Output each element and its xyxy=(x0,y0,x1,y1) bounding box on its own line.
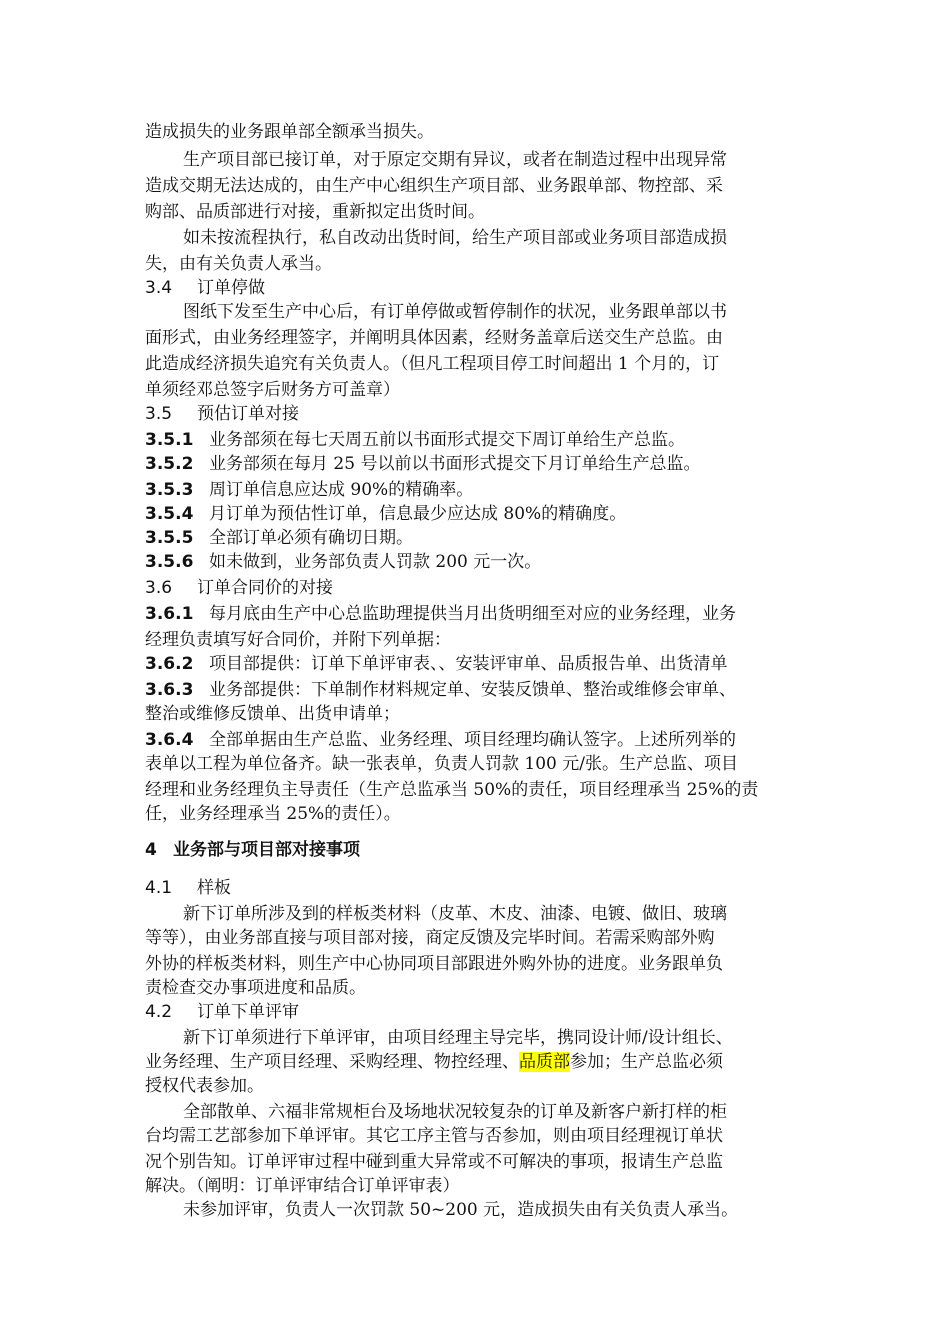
text-line: 单须经邓总签字后财务方可盖章） xyxy=(145,380,400,400)
text-line: 未参加评审，负责人一次罚款 50~200 元，造成损失由有关负责人承当。 xyxy=(183,1200,739,1220)
numbered-item xyxy=(145,728,736,752)
numbered-item xyxy=(145,478,473,502)
text-line: 经理负责填写好合同价，并附下列单据： xyxy=(145,630,451,650)
text-line: 造成损失的业务跟单部全额承当损失。 xyxy=(145,122,434,142)
text-line xyxy=(145,1050,723,1074)
section-title: 预估订单对接 xyxy=(197,404,299,424)
text-line: 授权代表参加。 xyxy=(145,1076,264,1096)
numbered-item xyxy=(145,550,541,574)
text-line: 等等），由业务部直接与项目部对接，商定反馈及完毕时间。若需采购部外购 xyxy=(145,928,715,948)
section-number: 3.5 xyxy=(145,404,173,424)
item-text: 全部单据由生产总监、业务经理、项目经理均确认签字。上述所列举的 xyxy=(209,730,736,750)
numbered-item xyxy=(145,678,736,702)
section-number: 3.4 xyxy=(145,278,173,298)
item-number: 3.5.4 xyxy=(145,504,194,524)
item-number: 3.6.1 xyxy=(145,604,194,624)
text-line: 任，业务经理承当 25%的责任）。 xyxy=(145,804,401,824)
text-line: 面形式，由业务经理签字，并阐明具体因素，经财务盖章后送交生产总监。由 xyxy=(145,328,723,348)
numbered-item xyxy=(145,526,413,550)
item-number: 3.5.2 xyxy=(145,454,194,474)
text-line: 外协的样板类材料，则生产中心协同项目部跟进外购外协的进度。业务跟单负 xyxy=(145,954,723,974)
section-number: 4.2 xyxy=(145,1002,173,1022)
chapter-number: 4 xyxy=(145,840,157,860)
item-text: 业务部提供：下单制作材料规定单、安装反馈单、整治或维修会审单、 xyxy=(209,680,736,700)
text-line: 新下订单须进行下单评审，由项目经理主导完毕，携同设计师/设计组长、 xyxy=(183,1028,733,1048)
highlighted-text: 品质部 xyxy=(519,1052,570,1072)
text-line: 责检查交办事项进度和品质。 xyxy=(145,978,366,998)
text-line: 生产项目部已接订单，对于原定交期有异议，或者在制造过程中出现异常 xyxy=(183,150,727,170)
item-text: 业务部须在每七天周五前以书面形式提交下周订单给生产总监。 xyxy=(209,430,685,450)
text-line: 台均需工艺部参加下单评审。其它工序主管与否参加，则由项目经理视订单状 xyxy=(145,1126,723,1146)
section-heading xyxy=(145,576,333,600)
text-line: 购部、品质部进行对接，重新拟定出货时间。 xyxy=(145,202,485,222)
numbered-item xyxy=(145,652,728,676)
section-heading xyxy=(145,402,299,426)
numbered-item xyxy=(145,452,700,476)
numbered-item xyxy=(145,602,736,626)
item-number: 3.6.3 xyxy=(145,680,194,700)
text-line: 图纸下发至生产中心后，有订单停做或暂停制作的状况，业务跟单部以书 xyxy=(183,302,727,322)
item-text: 项目部提供：订单下单评审表、、安装评审单、品质报告单、出货清单 xyxy=(209,654,728,674)
text-line: 况个别告知。订单评审过程中碰到重大异常或不可解决的事项，报请生产总监 xyxy=(145,1152,723,1172)
section-title: 订单停做 xyxy=(197,278,265,298)
numbered-item xyxy=(145,428,685,452)
item-number: 3.5.6 xyxy=(145,552,194,572)
text-line: 新下订单所涉及到的样板类材料（皮革、木皮、油漆、电镀、做旧、玻璃 xyxy=(183,904,727,924)
section-heading xyxy=(145,876,231,900)
section-heading xyxy=(145,1000,299,1024)
text-line: 失，由有关负责人承当。 xyxy=(145,254,332,274)
section-number: 3.6 xyxy=(145,578,173,598)
chapter-title: 业务部与项目部对接事项 xyxy=(173,840,360,860)
item-number: 3.6.2 xyxy=(145,654,194,674)
item-text: 业务部须在每月 25 号以前以书面形式提交下月订单给生产总监。 xyxy=(209,454,701,474)
text-line: 解决。（阐明：订单评审结合订单评审表） xyxy=(145,1176,460,1196)
item-text: 全部订单必须有确切日期。 xyxy=(209,528,413,548)
numbered-item xyxy=(145,502,626,526)
section-title: 订单合同价的对接 xyxy=(197,578,333,598)
section-title: 订单下单评审 xyxy=(197,1002,299,1022)
chapter-heading xyxy=(145,838,360,862)
section-title: 样板 xyxy=(197,878,231,898)
text-segment: 业务经理、生产项目经理、采购经理、物控经理、 xyxy=(145,1052,519,1072)
item-text: 周订单信息应达成 90%的精确率。 xyxy=(209,480,474,500)
section-number: 4.1 xyxy=(145,878,173,898)
text-line: 整治或维修反馈单、出货申请单； xyxy=(145,704,400,724)
item-text: 如未做到，业务部负责人罚款 200 元一次。 xyxy=(209,552,542,572)
section-heading xyxy=(145,276,265,300)
text-line: 全部散单、六福非常规柜台及场地状况较复杂的订单及新客户新打样的柜 xyxy=(183,1102,727,1122)
text-line: 经理和业务经理负主导责任（生产总监承当 50%的责任，项目经理承当 25%的责 xyxy=(145,780,759,800)
text-line: 此造成经济损失追究有关负责人。（但凡工程项目停工时间超出 1 个月的，订 xyxy=(145,354,720,374)
item-text: 每月底由生产中心总监助理提供当月出货明细至对应的业务经理，业务 xyxy=(209,604,736,624)
item-number: 3.6.4 xyxy=(145,730,194,750)
text-line: 表单以工程为单位备齐。缺一张表单，负责人罚款 100 元/张。生产总监、项目 xyxy=(145,754,738,774)
item-text: 月订单为预估性订单，信息最少应达成 80%的精确度。 xyxy=(209,504,627,524)
text-line: 造成交期无法达成的，由生产中心组织生产项目部、业务跟单部、物控部、采 xyxy=(145,176,723,196)
item-number: 3.5.5 xyxy=(145,528,194,548)
text-line: 如未按流程执行，私自改动出货时间，给生产项目部或业务项目部造成损 xyxy=(183,228,727,248)
item-number: 3.5.1 xyxy=(145,430,194,450)
item-number: 3.5.3 xyxy=(145,480,194,500)
text-segment: 参加；生产总监必须 xyxy=(570,1052,723,1072)
